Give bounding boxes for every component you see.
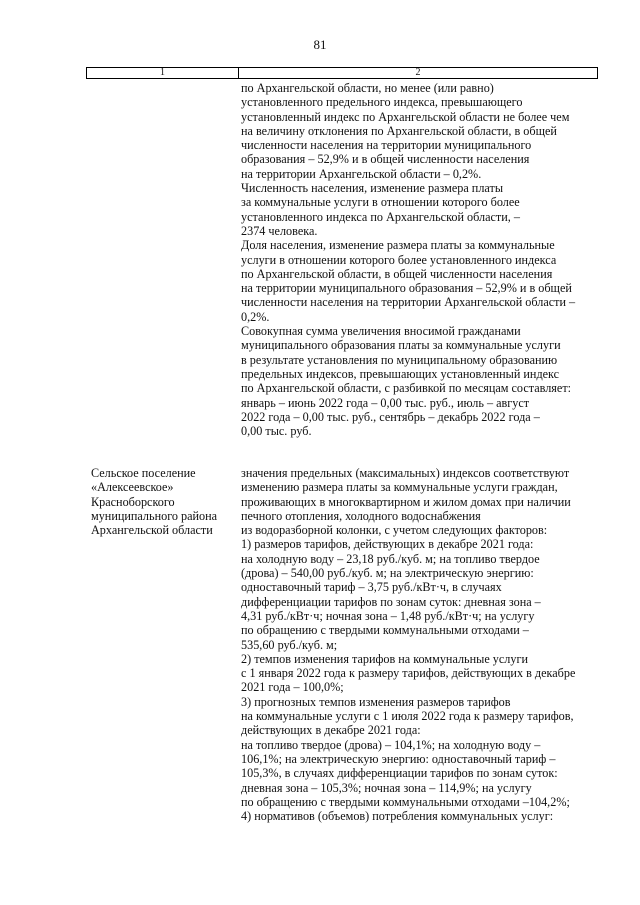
text-line: 0,00 тыс. руб.: [241, 424, 312, 439]
text-line: установленного предельного индекса, превышающего: [241, 95, 523, 110]
page-number: 81: [313, 37, 327, 52]
text-line: предельных индексов, превышающих установленный индекс: [241, 366, 560, 381]
text-line: печного отопления, холодного водоснабжения: [241, 508, 481, 523]
text-line: Совокупная сумма увеличения вносимой гражданами: [241, 324, 521, 339]
text-line: по Архангельской области, с разбивкой по месяцам составляет:: [241, 381, 572, 396]
text-line: по обращению с твердыми коммунальными отходами –: [241, 623, 529, 638]
text-line: проживающих в многоквартирном и жилом домах при наличии: [241, 494, 571, 509]
header-col-2: 2: [415, 67, 421, 78]
text-line: изменению размера платы за коммунальные услуги граждан,: [241, 480, 558, 495]
text-line: услуги в отношении которого более установленного индекса: [241, 252, 557, 267]
municipality-line: Архангельской области: [91, 523, 213, 538]
municipality-line: «Алексеевское»: [91, 480, 174, 495]
municipality-line: Красноборского: [91, 494, 175, 509]
text-line: в результате установления по муниципальному образованию: [241, 352, 558, 367]
indices-text-block: [241, 466, 603, 823]
text-line: по Архангельской области, но менее (или равно): [241, 81, 494, 95]
text-line: 0,2%.: [241, 309, 270, 324]
text-line: 2021 года – 100,0%;: [241, 680, 344, 695]
text-line: на топливо твердое (дрова) – 104,1%; на холодную воду –: [241, 737, 541, 752]
text-line: январь – июнь 2022 года – 0,00 тыс. руб., июль – август: [241, 395, 530, 410]
municipality-name: [91, 466, 241, 537]
text-line: дневная зона – 105,3%; ночная зона – 114,9%; на услугу: [241, 780, 532, 795]
text-line: численности населения на территории муниципального: [241, 138, 532, 153]
text-line: (дрова) – 540,00 руб./куб. м; на электрическую энергию:: [241, 566, 534, 581]
text-line: значения предельных (максимальных) индексов соответствуют: [241, 466, 570, 480]
text-line: на величину отклонения по Архангельской области, в общей: [241, 123, 557, 138]
text-line: по Архангельской области, в общей численности населения: [241, 266, 553, 281]
municipality-line: муниципального района: [91, 508, 218, 523]
text-line: 4,31 руб./кВт·ч; ночная зона – 1,48 руб./кВт·ч; на услугу: [241, 608, 535, 623]
text-line: Численность населения, изменение размера платы: [241, 181, 504, 196]
text-line: 1) размеров тарифов, действующих в декабре 2021 года:: [241, 537, 534, 552]
text-line: из водоразборной колонки, с учетом следующих факторов:: [241, 523, 548, 538]
text-line: установленного индекса по Архангельской области, –: [241, 209, 520, 224]
continued-text-block: [241, 81, 603, 438]
text-line: Доля населения, изменение размера платы за коммунальные: [241, 238, 555, 253]
table-header: [86, 67, 598, 79]
text-line: 2) темпов изменения тарифов на коммунальные услуги: [241, 651, 528, 666]
text-line: установленный индекс по Архангельской области не более чем: [241, 109, 570, 124]
text-line: муниципального образования платы за коммунальные услуги: [241, 338, 561, 353]
text-line: 4) нормативов (объемов) потребления коммунальных услуг:: [241, 809, 554, 824]
text-line: 3) прогнозных темпов изменения размеров тарифов: [241, 694, 511, 709]
text-line: 2374 человека.: [241, 223, 318, 238]
text-line: 106,1%; на электрическую энергию: одноставочный тариф –: [241, 751, 556, 766]
text-line: на территории муниципального образования – 52,9% и в общей: [241, 281, 572, 296]
text-line: одноставочный тариф – 3,75 руб./кВт·ч, в случаях: [241, 580, 502, 595]
header-col-1: 1: [87, 68, 239, 78]
text-line: дифференциации тарифов по зонам суток: дневная зона –: [241, 594, 541, 609]
text-line: на территории Архангельской области – 0,2%.: [241, 166, 482, 181]
text-line: численности населения на территории Архангельской области –: [241, 295, 576, 310]
text-line: с 1 января 2022 года к размеру тарифов, действующих в декабре: [241, 666, 576, 681]
municipality-line: Сельское поселение: [91, 466, 196, 480]
text-line: на коммунальные услуги с 1 июля 2022 года к размеру тарифов,: [241, 709, 574, 724]
text-line: действующих в декабре 2021 года:: [241, 723, 421, 738]
text-line: 535,60 руб./куб. м;: [241, 637, 338, 652]
text-line: по обращению с твердыми коммунальными отходами –104,2%;: [241, 794, 570, 809]
text-line: образования – 52,9% и в общей численности населения: [241, 152, 530, 167]
text-line: за коммунальные услуги в отношении которого более: [241, 195, 520, 210]
text-line: 2022 года – 0,00 тыс. руб., сентябрь – декабрь 2022 года –: [241, 409, 540, 424]
text-line: на холодную воду – 23,18 руб./куб. м; на топливо твердое: [241, 551, 540, 566]
text-line: 105,3%, в случаях дифференциации тарифов по зонам суток:: [241, 766, 558, 781]
